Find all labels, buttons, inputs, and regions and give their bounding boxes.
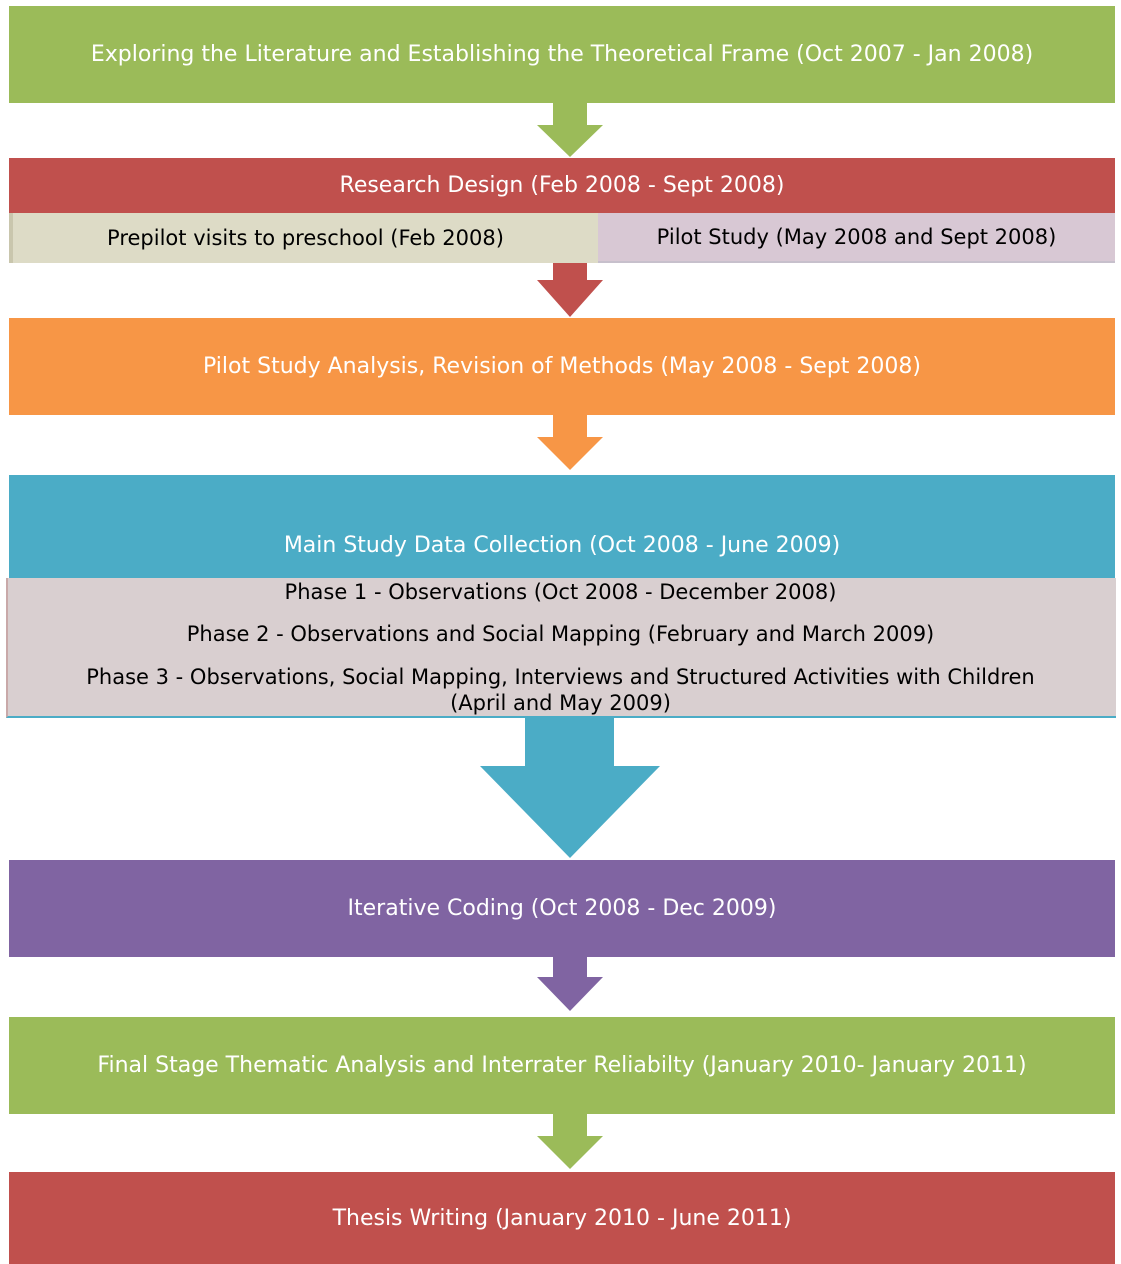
substage-pilot xyxy=(598,213,1115,263)
arrow-down-icon xyxy=(535,415,605,471)
stage-research-design xyxy=(9,158,1115,213)
substage-prepilot xyxy=(9,213,598,263)
phase-1: Phase 1 - Observations (Oct 2008 - December 2008) xyxy=(284,580,837,604)
stage-coding-label: Iterative Coding (Oct 2008 - Dec 2009) xyxy=(347,896,777,921)
phase-3-line2: (April and May 2009) xyxy=(450,691,671,715)
stage-main-study xyxy=(9,475,1115,578)
arrow-down-icon xyxy=(535,103,605,158)
phase-2: Phase 2 - Observations and Social Mapping (February and March 2009) xyxy=(186,622,935,646)
substage-prepilot-label: Prepilot visits to preschool (Feb 2008) xyxy=(107,226,504,250)
stage-thesis xyxy=(9,1172,1115,1264)
phase-3-line1: Phase 3 - Observations, Social Mapping, Interviews and Structured Activities with Children xyxy=(86,665,1035,689)
stage-literature xyxy=(9,6,1115,103)
stage-literature-label: Exploring the Literature and Establishing the Theoretical Frame (Oct 2007 - Jan 2008) xyxy=(90,42,1034,67)
stage-pilot-analysis xyxy=(9,318,1115,415)
arrow-down-icon xyxy=(478,718,662,860)
stage-main-study-label: Main Study Data Collection (Oct 2008 - June 2009) xyxy=(283,533,841,558)
arrow-down-icon xyxy=(535,263,605,318)
stage-final-analysis xyxy=(9,1017,1115,1114)
stage-research-design-label: Research Design (Feb 2008 - Sept 2008) xyxy=(339,173,785,198)
stage-pilot-analysis-label: Pilot Study Analysis, Revision of Methods (May 2008 - Sept 2008) xyxy=(203,354,921,379)
stage-coding xyxy=(9,860,1115,957)
arrow-down-icon xyxy=(535,1114,605,1170)
stage-thesis-label: Thesis Writing (January 2010 - June 2011) xyxy=(332,1205,792,1231)
substage-pilot-label: Pilot Study (May 2008 and Sept 2008) xyxy=(656,225,1057,249)
arrow-down-icon xyxy=(535,957,605,1012)
stage-final-analysis-label: Final Stage Thematic Analysis and Interrater Reliabilty (January 2010- January 2011) xyxy=(97,1053,1027,1078)
